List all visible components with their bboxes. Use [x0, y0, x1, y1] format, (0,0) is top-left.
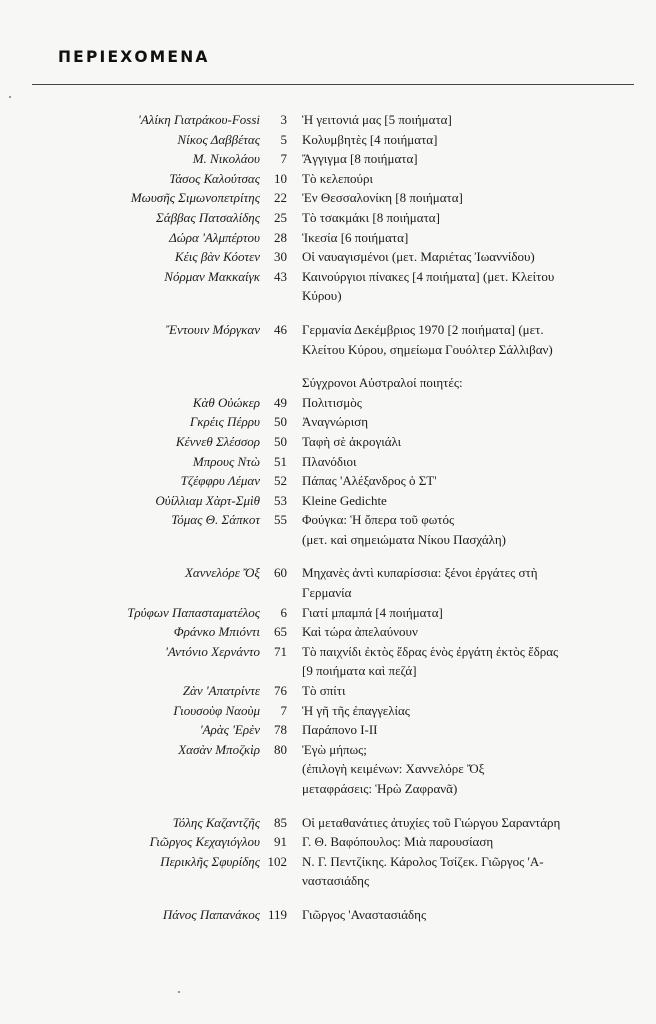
toc-author: Μπρους Ντὼ	[192, 453, 260, 469]
toc-author: Τόμας Θ. Σάπκοτ	[171, 512, 260, 528]
toc-page-number: 25	[274, 209, 287, 225]
toc-author: Χαννελόρε Ὄξ	[184, 565, 260, 581]
toc-title-line: Γ. Θ. Βαφόπουλος: Μιὰ παρουσίαση	[302, 834, 494, 850]
toc-author: Ἔντουιν Μόργκαν	[165, 321, 260, 337]
toc-page-number: 53	[274, 492, 287, 508]
toc-title-line: Kleine Gedichte	[302, 492, 387, 508]
toc-title	[302, 432, 642, 452]
toc-page-number: 5	[280, 131, 287, 147]
toc-author: Νόρμαν Μακκαίγκ	[164, 268, 260, 284]
toc-entry	[0, 740, 656, 799]
toc-title	[302, 393, 642, 413]
toc-entry	[0, 412, 656, 432]
toc-author: 'Αρὰς 'Ερὲν	[199, 722, 260, 738]
toc-title-line: Πολιτισμὸς	[302, 394, 362, 410]
toc-title	[302, 320, 642, 359]
toc-page-number: 102	[267, 853, 287, 869]
toc-title	[302, 471, 642, 491]
toc-author: Μ. Νικολάου	[192, 151, 260, 167]
toc-title	[302, 169, 642, 189]
toc-title-line: Ἐν Θεσσαλονίκη [8 ποιήματα]	[302, 190, 463, 206]
toc-title	[302, 247, 642, 267]
toc-title	[302, 740, 642, 799]
toc-author: Γιῶργος Κεχαγιόγλου	[149, 834, 260, 850]
toc-author: Κέις βὰν Κόοτεν	[174, 249, 260, 265]
toc-title	[302, 228, 642, 248]
table-of-contents	[0, 110, 656, 925]
toc-author: Μωυσῆς Σιμωνοπετρίτης	[130, 190, 260, 206]
scan-speck	[178, 991, 180, 993]
toc-entry	[0, 471, 656, 491]
toc-entry	[0, 149, 656, 169]
toc-title-line: Ἡ γῆ τῆς ἐπαγγελίας	[302, 702, 410, 718]
toc-entry	[0, 110, 656, 130]
toc-title	[302, 563, 642, 602]
toc-title-line: (μετ. καὶ σημειώματα Νίκου Πασχάλη)	[302, 531, 506, 547]
header-rule	[32, 84, 634, 85]
toc-title-line: Γερμανία Δεκέμβριος 1970 [2 ποιήματα] (μετ.	[302, 321, 544, 337]
toc-entry	[0, 169, 656, 189]
toc-page-number: 50	[274, 433, 287, 449]
toc-title-line: [9 ποιήματα καὶ πεζά]	[302, 663, 417, 679]
toc-title	[302, 130, 642, 150]
toc-title	[302, 720, 642, 740]
toc-page-number: 71	[274, 643, 287, 659]
toc-title	[302, 412, 642, 432]
toc-entry	[0, 320, 656, 359]
toc-author: Δώρα 'Αλμπέρτου	[169, 229, 260, 245]
toc-title	[302, 149, 642, 169]
toc-entry	[0, 267, 656, 306]
toc-title-line: Μηχανὲς ἀντὶ κυπαρίσσια: ξένοι ἐργάτες στὴ	[302, 565, 538, 581]
toc-title-line: Παράπονο Ι-ΙΙ	[302, 722, 378, 738]
toc-author: Περικλῆς Σφυρίδης	[160, 853, 260, 869]
toc-title-line: Ἄγγιγμα [8 ποιήματα]	[302, 151, 418, 167]
toc-page-number: 85	[274, 814, 287, 830]
toc-title-line: μεταφράσεις: Ἡρὼ Ζαφρανᾶ)	[302, 781, 458, 796]
toc-title-line: Πλανόδιοι	[302, 453, 357, 469]
toc-title-line: Πάπας 'Αλέξανδρος ὁ ΣΤ'	[302, 473, 437, 489]
toc-title	[302, 110, 642, 130]
toc-entry	[0, 720, 656, 740]
toc-title-line: (ἐπιλογὴ κειμένων: Χαννελόρε Ὄξ	[302, 761, 485, 777]
toc-title	[302, 622, 642, 642]
toc-entry	[0, 228, 656, 248]
toc-title	[302, 491, 642, 511]
toc-title-line: Γερμανία	[302, 585, 352, 601]
toc-author: 'Αντόνιο Χερνάντο	[165, 643, 260, 659]
toc-title-line: Τὸ σπίτι	[302, 683, 346, 699]
toc-page-number: 78	[274, 722, 287, 738]
toc-title	[302, 267, 642, 306]
toc-author: Κὰθ Οὐώκερ	[192, 394, 260, 410]
toc-author: Τάσος Καλούτσας	[169, 170, 260, 186]
toc-title-line: Γιῶργος 'Αναστασιάδης	[302, 906, 427, 922]
toc-title-line: Ταφὴ σὲ ἀκρογιάλι	[302, 433, 402, 449]
toc-page-number: 91	[274, 834, 287, 850]
toc-entry	[0, 642, 656, 681]
toc-page-number: 7	[280, 151, 287, 167]
toc-author: Τόλης Καζαντζῆς	[172, 814, 260, 830]
toc-entry	[0, 832, 656, 852]
toc-title-line: Σύγχρονοι Αὐστραλοί ποιητές:	[302, 375, 463, 391]
toc-page-number: 46	[274, 321, 287, 337]
toc-entry	[0, 563, 656, 602]
toc-page-number: 7	[280, 702, 287, 718]
toc-author: Κέννεθ Σλέσσορ	[175, 433, 260, 449]
toc-entry	[0, 701, 656, 721]
toc-entry	[0, 681, 656, 701]
toc-title	[302, 813, 642, 833]
toc-title	[302, 373, 642, 393]
toc-entry	[0, 510, 656, 549]
toc-page-number: 49	[274, 394, 287, 410]
toc-title-line: Τὸ κελεπούρι	[302, 170, 373, 186]
toc-title	[302, 510, 642, 549]
toc-title-line: Τὸ τσακμάκι [8 ποιήματα]	[302, 209, 440, 225]
toc-entry	[0, 603, 656, 623]
toc-title-line: Ἀναγνώριση	[302, 414, 369, 430]
toc-page-number: 80	[274, 741, 287, 757]
toc-title	[302, 603, 642, 623]
toc-title	[302, 188, 642, 208]
toc-title-line: Κύρου)	[302, 288, 342, 304]
toc-title-line: Ἡ γειτονιά μας [5 ποιήματα]	[302, 112, 452, 127]
toc-title	[302, 681, 642, 701]
toc-page-number: 22	[274, 190, 287, 206]
toc-page-number: 6	[280, 604, 287, 620]
toc-page-number: 60	[274, 565, 287, 581]
toc-title	[302, 701, 642, 721]
toc-entry	[0, 622, 656, 642]
toc-author: Φράνκο Μπιόντι	[173, 624, 260, 640]
toc-title	[302, 642, 642, 681]
toc-entry	[0, 432, 656, 452]
toc-author: Σάββας Πατσαλίδης	[156, 209, 260, 225]
toc-title-line: Κολυμβητὲς [4 ποιήματα]	[302, 131, 438, 147]
toc-entry	[0, 247, 656, 267]
toc-page-number: 119	[267, 906, 287, 922]
toc-title	[302, 852, 642, 891]
toc-entry	[0, 813, 656, 833]
toc-author: Οὐίλλιαμ Χὰρτ-Σμὶθ	[155, 492, 260, 508]
toc-author: Ζὰν 'Απατρίντε	[182, 683, 260, 699]
toc-page-number: 43	[274, 268, 287, 284]
toc-title-line: Οἱ ναυαγισμένοι (μετ. Μαριέτας Ἰωαννίδου)	[302, 249, 535, 265]
toc-page-number: 50	[274, 414, 287, 430]
toc-entry	[0, 393, 656, 413]
toc-entry	[0, 905, 656, 925]
toc-title-line: Τὸ παιχνίδι ἐκτὸς ἕδρας ἑνὸς ἐργάτη ἐκτὸς ἕδρας	[302, 643, 559, 659]
toc-title	[302, 452, 642, 472]
toc-title-line: ναστασιάδης	[302, 873, 370, 889]
toc-title	[302, 832, 642, 852]
toc-entry	[0, 491, 656, 511]
toc-title	[302, 905, 642, 925]
toc-title	[302, 208, 642, 228]
toc-page-number: 51	[274, 453, 287, 469]
page-title: ΠΕΡΙΕΧΟΜΕΝΑ	[58, 48, 210, 66]
toc-page-number: 65	[274, 624, 287, 640]
scan-speck	[9, 96, 11, 98]
toc-author: Τρύφων Παπασταματέλος	[127, 604, 260, 620]
toc-page-number: 28	[274, 229, 287, 245]
toc-page-number: 52	[274, 473, 287, 489]
toc-author: Χασὰν Μποζκὶρ	[178, 741, 260, 757]
toc-page-number: 55	[274, 512, 287, 528]
toc-entry	[0, 373, 656, 393]
toc-entry	[0, 188, 656, 208]
toc-author: Γκρέις Πέρρυ	[189, 414, 260, 430]
toc-entry	[0, 208, 656, 228]
toc-page-number: 3	[280, 112, 287, 127]
toc-entry	[0, 130, 656, 150]
toc-title-line: Ἐγὼ μήπως;	[302, 741, 367, 757]
toc-title-line: Καινούργιοι πίνακες [4 ποιήματα] (μετ. Κλείτου	[302, 268, 555, 284]
toc-author: Νίκος Δαββέτας	[177, 131, 260, 147]
toc-title-line: Φούγκα: Ἡ ὄπερα τοῦ φωτός	[302, 512, 455, 528]
toc-page-number: 30	[274, 249, 287, 265]
toc-author: Γιουσοὺφ Ναοὺμ	[173, 702, 260, 718]
toc-entry	[0, 852, 656, 891]
toc-author: Πάνος Παπανάκος	[162, 906, 260, 922]
toc-title-line: Γιατί μπαμπά [4 ποιήματα]	[302, 604, 443, 620]
toc-entry	[0, 452, 656, 472]
toc-page-number: 10	[274, 170, 287, 186]
toc-title-line: Ἱκεσία [6 ποιήματα]	[302, 229, 409, 245]
toc-title-line: Κλείτου Κύρου, σημείωμα Γουόλτερ Σάλλιβαν)	[302, 341, 553, 357]
toc-title-line: Καὶ τώρα ἀπελαύνουν	[302, 624, 418, 640]
toc-page-number: 76	[274, 683, 287, 699]
toc-author: Τζέφφρυ Λέμαν	[180, 473, 260, 489]
toc-author: 'Αλίκη Γιατράκου-Fossi	[138, 112, 260, 127]
toc-title-line: Οἱ μεταθανάτιες ἀτυχίες τοῦ Γιώργου Σαραντάρη	[302, 814, 561, 830]
toc-title-line: Ν. Γ. Πεντζίκης. Κάρολος Τσίζεκ. Γιῶργος 'Α-	[302, 853, 544, 869]
